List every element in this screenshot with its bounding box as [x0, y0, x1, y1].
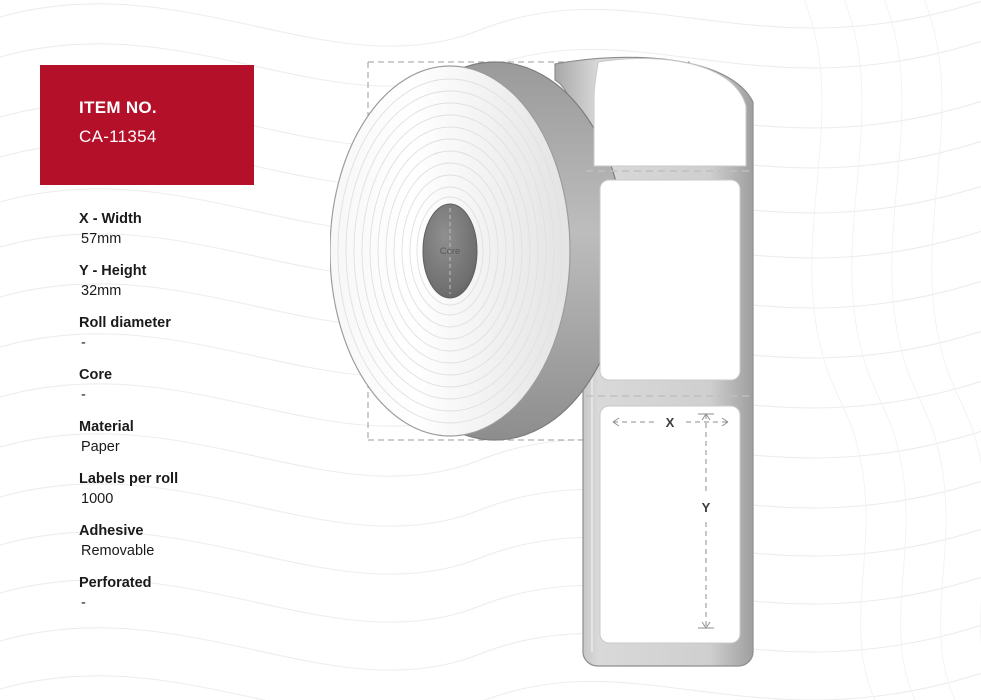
spec-row-roll-diameter	[79, 314, 329, 354]
spec-row-adhesive	[79, 522, 329, 562]
spec-label-perforated: Perforated	[79, 575, 152, 591]
item-number-value: CA-11354	[79, 127, 157, 146]
spec-label-labels-per-roll: Labels per roll	[79, 471, 179, 487]
spec-value-material: Paper	[81, 439, 120, 455]
height-marker-label: Y	[701, 500, 711, 515]
spec-label-material: Material	[79, 419, 134, 435]
spec-value-height: 32mm	[81, 283, 122, 299]
spec-value-core: -	[81, 387, 86, 403]
specification-list	[79, 210, 329, 626]
spec-label-height: Y - Height	[79, 263, 147, 279]
spec-row-width	[79, 210, 329, 250]
width-marker-label: X	[665, 415, 675, 430]
spec-row-material	[79, 418, 329, 458]
spec-value-labels-per-roll: 1000	[81, 491, 114, 507]
label-bottom	[600, 406, 740, 643]
spec-row-labels-per-roll	[79, 470, 329, 510]
spec-value-adhesive: Removable	[81, 543, 155, 559]
spec-label-adhesive: Adhesive	[79, 523, 144, 539]
spec-row-perforated	[79, 574, 329, 614]
core-label: Core	[439, 246, 461, 257]
item-number-badge	[40, 65, 254, 185]
spec-row-height	[79, 262, 329, 302]
spec-label-core: Core	[79, 367, 113, 383]
spec-value-perforated: -	[81, 595, 86, 611]
item-number-title: ITEM NO.	[79, 98, 157, 117]
label-roll-illustration	[330, 40, 970, 700]
spec-value-roll-diameter: -	[81, 335, 86, 351]
spec-row-core	[79, 366, 329, 406]
spec-label-roll-diameter: Roll diameter	[79, 315, 171, 331]
spec-label-width: X - Width	[79, 211, 142, 227]
label-middle	[600, 180, 740, 380]
spec-value-width: 57mm	[81, 231, 122, 247]
